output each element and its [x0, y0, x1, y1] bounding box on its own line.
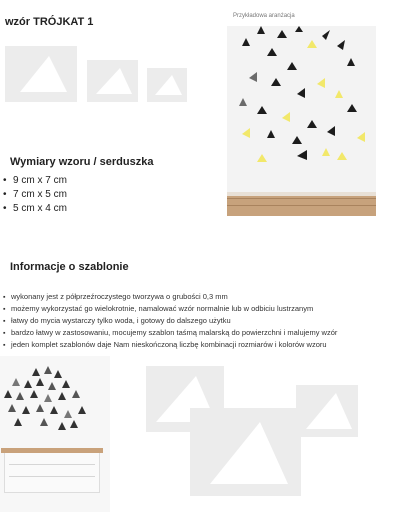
info-item: ▪ bardzo łatwy w zastosowaniu, mocujemy szablon taśmą malarską do powierzchni i malujemy wzór: [3, 328, 338, 337]
page-title: wzór TRÓJKAT 1: [5, 16, 94, 28]
info-item: ▪ możemy wykorzystać go wielokrotnie, namalować wzór normalnie lub w odbiciu lustrzanym: [3, 304, 314, 313]
dresser: [4, 451, 100, 493]
dimensions-heading: Wymiary wzoru / serduszka: [10, 156, 154, 168]
dimension-item: • 7 cm x 5 cm: [3, 189, 67, 200]
example-room-image: [0, 356, 110, 512]
info-item: ▪ łatwy do mycia wystarczy tylko woda, i gotowy do dalszego użytku: [3, 316, 231, 325]
stencil-bottom-center-tile: [190, 408, 301, 496]
info-heading: Informacje o szablonie: [10, 261, 129, 273]
info-list: [3, 291, 406, 351]
wood-floor: [227, 192, 376, 216]
dimension-item: • 5 cm x 4 cm: [3, 203, 67, 214]
dimension-item: • 9 cm x 7 cm: [3, 175, 67, 186]
stencil-medium-tile: [87, 60, 138, 102]
preview-room-image: [227, 26, 376, 216]
info-item: ▪ jeden komplet szablonów daje Nam nieskończoną liczbę kombinacji rozmiarów i kolorów wzoru: [3, 340, 327, 349]
preview-caption: Przykładowa aranżacja: [233, 13, 295, 19]
info-item: ▪ wykonany jest z półprzeźroczystego tworzywa o grubości 0,3 mm: [3, 292, 228, 301]
stencil-bottom-right-tile: [296, 385, 358, 437]
stencil-large-tile: [5, 46, 77, 102]
stencil-small-tile: [147, 68, 187, 102]
dimensions-list: [3, 174, 67, 216]
